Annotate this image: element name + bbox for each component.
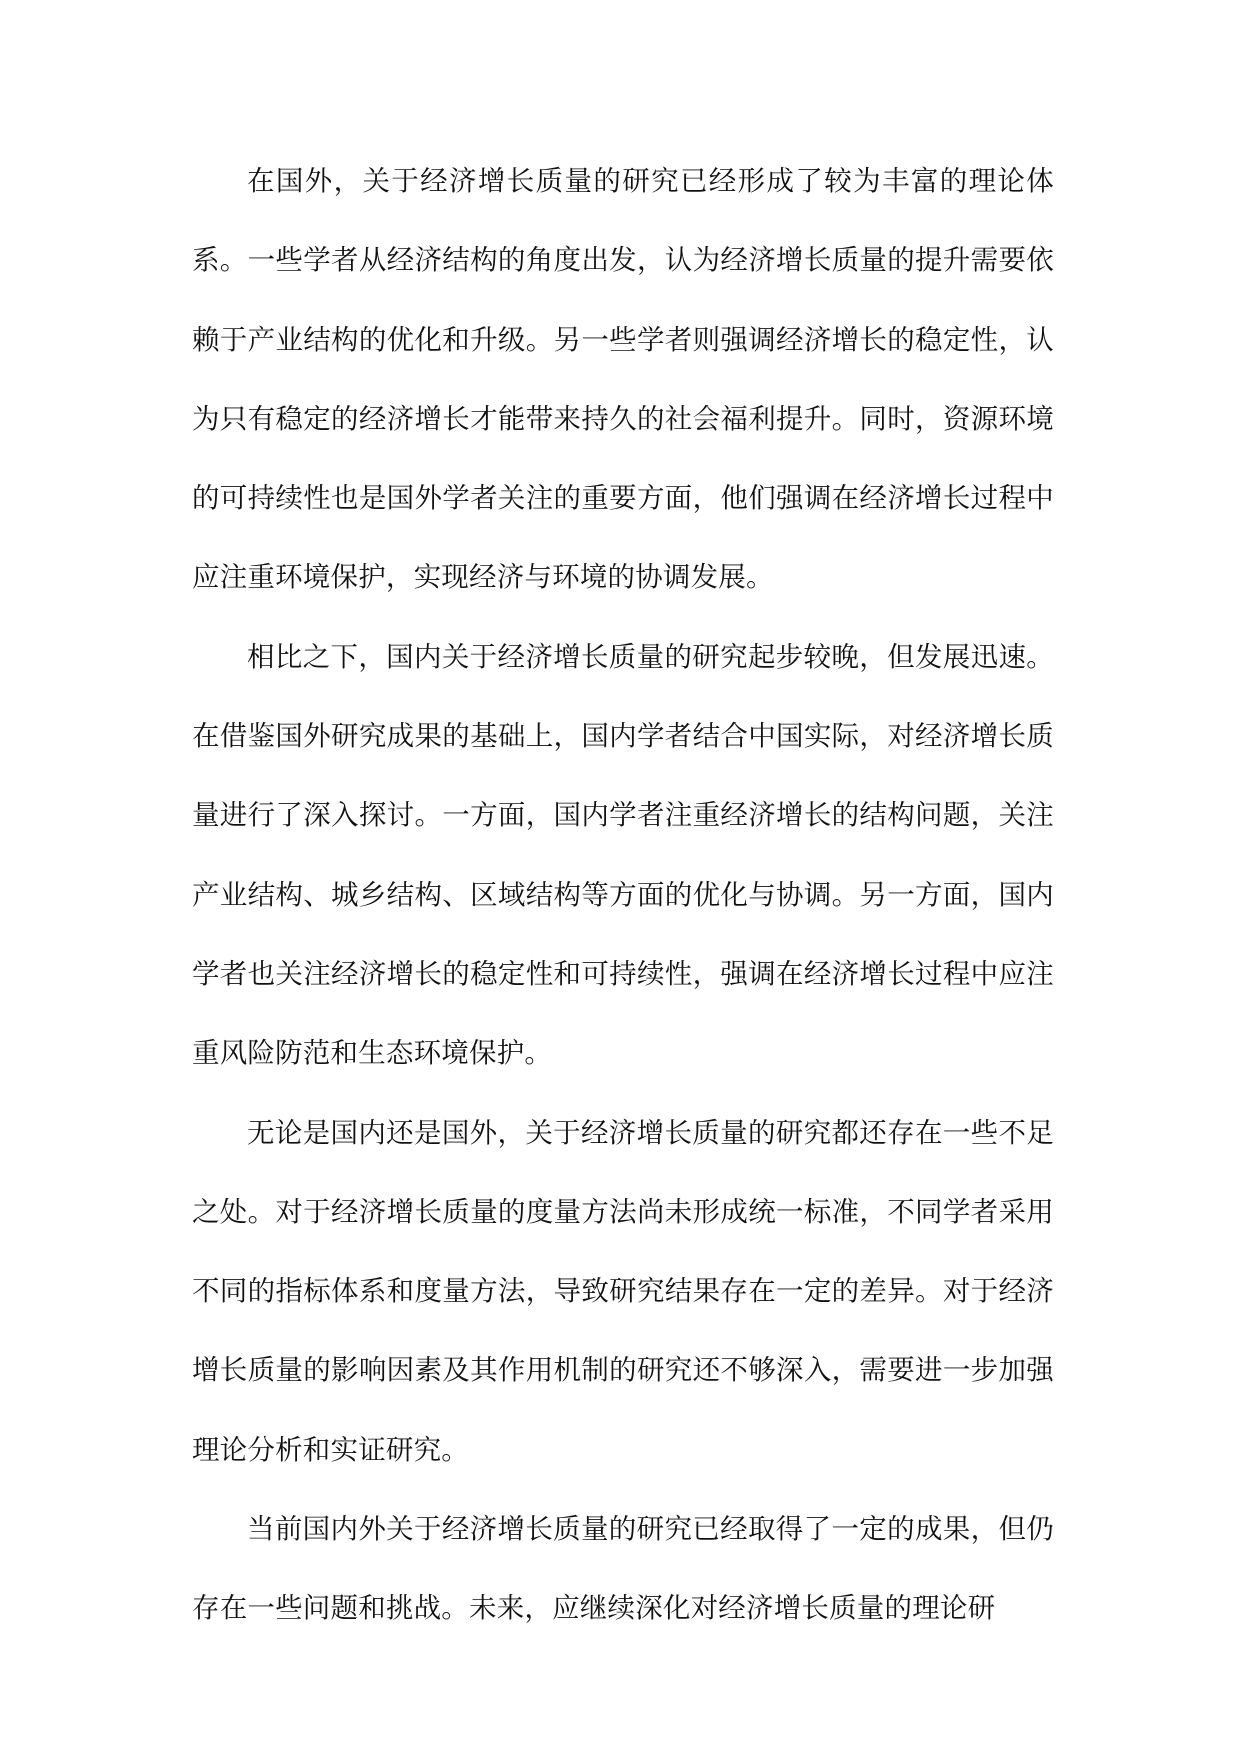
paragraph-3: 无论是国内还是国外，关于经济增长质量的研究都还存在一些不足之处。对于经济增长质量的度量方法尚未形成统一标准，不同学者采用不同的指标体系和度量方法，导致研究结果存在一定的差异。对于经济增长质量的影响因素及其作用机制的研究还不够深入，需要进一步加强理论分析和实证研究。 [192, 1116, 1054, 1466]
paragraph-4: 当前国内外关于经济增长质量的研究已经取得了一定的成果，但仍存在一些问题和挑战。未来，应继续深化对经济增长质量的理论研 [192, 1513, 1054, 1625]
paragraph-1: 在国外，关于经济增长质量的研究已经形成了较为丰富的理论体系。一些学者从经济结构的角度出发，认为经济增长质量的提升需要依赖于产业结构的优化和升级。另一些学者则强调经济增长的稳定性，认为只有稳定的经济增长才能带来持久的社会福利提升。同时，资源环境的可持续性也是国外学者关注的重要方面，他们强调在经济增长过程中应注重环境保护，实现经济与环境的协调发展。 [192, 165, 1054, 594]
paragraph-2: 相比之下，国内关于经济增长质量的研究起步较晚，但发展迅速。在借鉴国外研究成果的基础上，国内学者结合中国实际，对经济增长质量进行了深入探讨。一方面，国内学者注重经济增长的结构问题，关注产业结构、城乡结构、区域结构等方面的优化与协调。另一方面，国内学者也关注经济增长的稳定性和可持续性，强调在经济增长过程中应注重风险防范和生态环境保护。 [192, 640, 1054, 1070]
body-text [192, 142, 1054, 1649]
